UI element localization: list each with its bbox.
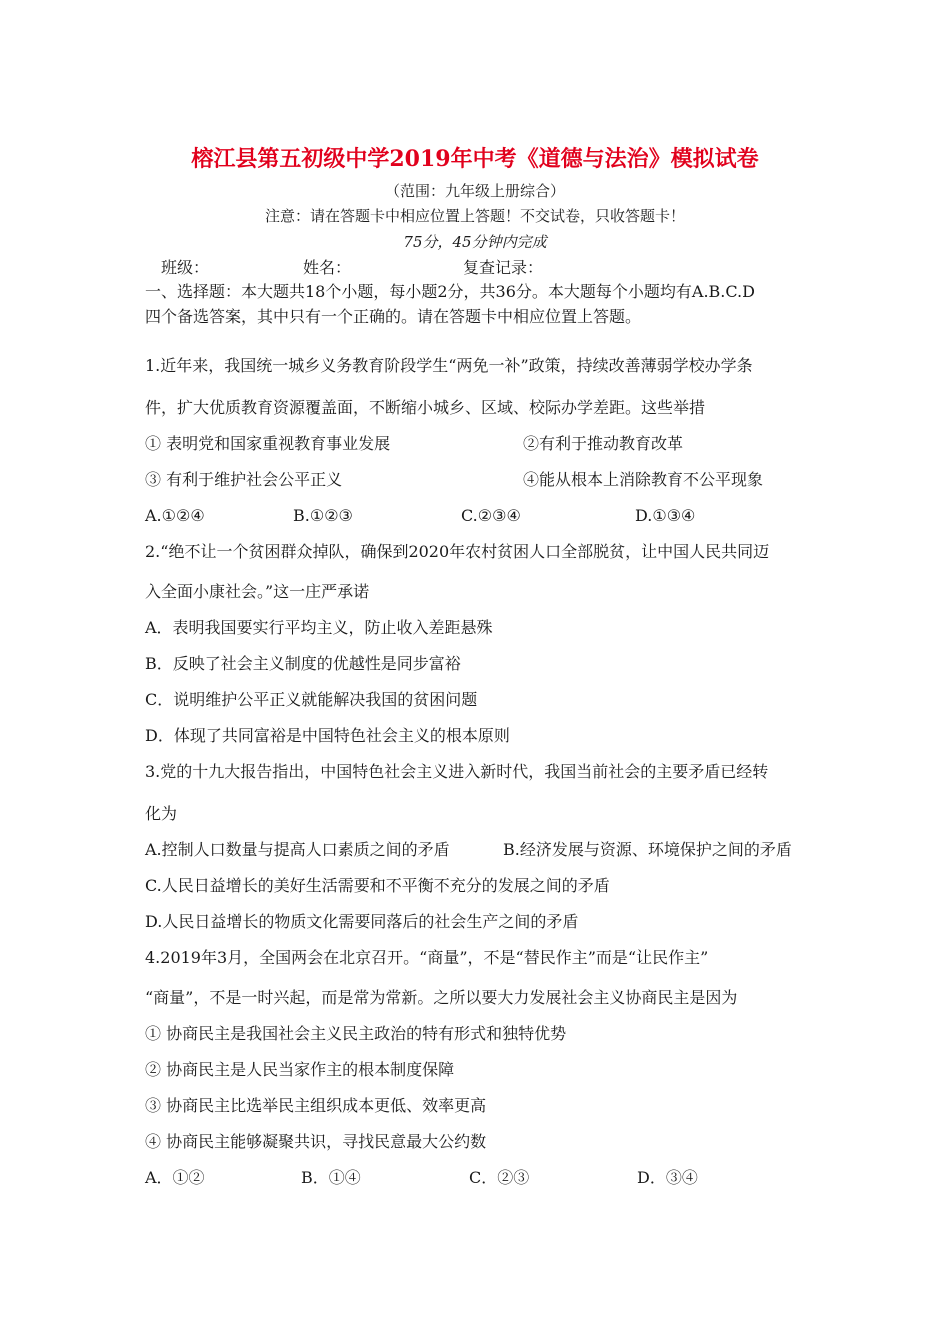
q1-option-a: A.①②④ xyxy=(145,506,205,525)
q1-stem-line2: 件，扩大优质教育资源覆盖面，不断缩小城乡、区域、校际办学差距。这些举措 xyxy=(145,398,706,417)
q4-statement-4: ④ 协商民主能够凝聚共识，寻找民意最大公约数 xyxy=(145,1132,487,1151)
q2-option-d: D．体现了共同富裕是中国特色社会主义的根本原则 xyxy=(145,726,510,745)
q1-statement-2: ②有利于推动教育改革 xyxy=(523,434,684,453)
q1-statement-3: ③ 有利于维护社会公平正义 xyxy=(145,470,343,489)
q4-statement-2: ② 协商民主是人民当家作主的根本制度保障 xyxy=(145,1060,455,1079)
q4-option-b: B．①④ xyxy=(301,1168,361,1187)
q3-option-d: D.人民日益增长的物质文化需要同落后的社会生产之间的矛盾 xyxy=(145,912,579,931)
q2-stem-line1: 2.“绝不让一个贫困群众掉队，确保到2020年农村贫困人口全部脱贫，让中国人民共同迈 xyxy=(145,542,770,561)
q4-stem-line2: “商量”，不是一时兴起，而是常为常新。之所以要大力发展社会主义协商民主是因为 xyxy=(145,988,738,1007)
q4-option-d: D．③④ xyxy=(637,1168,698,1187)
q1-statement-4: ④能从根本上消除教育不公平现象 xyxy=(523,470,764,489)
q1-stem-line1: 1.近年来，我国统一城乡义务教育阶段学生“两免一补”政策，持续改善薄弱学校办学条 xyxy=(145,356,753,375)
q2-stem-line2: 入全面小康社会。”这一庄严承诺 xyxy=(145,582,370,601)
q3-option-a: A.控制人口数量与提高人口素质之间的矛盾 xyxy=(145,840,450,859)
exam-time-note: 75分，45分钟内完成 xyxy=(403,233,547,251)
q3-option-b: B.经济发展与资源、环境保护之间的矛盾 xyxy=(503,840,792,859)
q4-option-a: A．①② xyxy=(145,1168,205,1187)
section-instructions-line2: 四个备选答案，其中只有一个正确的。请在答题卡中相应位置上答题。 xyxy=(145,307,642,326)
q4-statement-3: ③ 协商民主比选举民主组织成本更低、效率更高 xyxy=(145,1096,487,1115)
review-label: 复查记录： xyxy=(463,258,544,277)
name-label: 姓名： xyxy=(303,258,352,277)
q1-option-b: B.①②③ xyxy=(293,506,353,525)
q1-option-c: C.②③④ xyxy=(461,506,521,525)
q4-option-c: C．②③ xyxy=(469,1168,530,1187)
class-label: 班级： xyxy=(161,258,210,277)
exam-notice: 注意：请在答题卡中相应位置上答题！不交试卷，只收答题卡！ xyxy=(264,207,685,225)
q3-stem-line1: 3.党的十九大报告指出，中国特色社会主义进入新时代，我国当前社会的主要矛盾已经转 xyxy=(145,762,769,781)
q2-option-b: B．反映了社会主义制度的优越性是同步富裕 xyxy=(145,654,461,673)
q4-stem-line1: 4.2019年3月，全国两会在北京召开。“商量”，不是“替民作主”而是“让民作主” xyxy=(145,948,709,967)
q1-statement-1: ① 表明党和国家重视教育事业发展 xyxy=(145,434,391,453)
exam-title: 榕江县第五初级中学2019年中考《道德与法治》模拟试卷 xyxy=(191,146,759,172)
exam-scope: （范围：九年级上册综合） xyxy=(384,182,565,200)
q1-option-d: D.①③④ xyxy=(635,506,696,525)
q3-option-c: C.人民日益增长的美好生活需要和不平衡不充分的发展之间的矛盾 xyxy=(145,876,610,895)
q2-option-c: C．说明维护公平正义就能解决我国的贫困问题 xyxy=(145,690,478,709)
q2-option-a: A．表明我国要实行平均主义，防止收入差距悬殊 xyxy=(145,618,493,637)
section-instructions-line1: 一、选择题：本大题共18个小题，每小题2分，共36分。本大题每个小题均有A.B.C.D xyxy=(145,282,755,301)
q4-statement-1: ① 协商民主是我国社会主义民主政治的特有形式和独特优势 xyxy=(145,1024,567,1043)
q3-stem-line2: 化为 xyxy=(145,804,178,823)
